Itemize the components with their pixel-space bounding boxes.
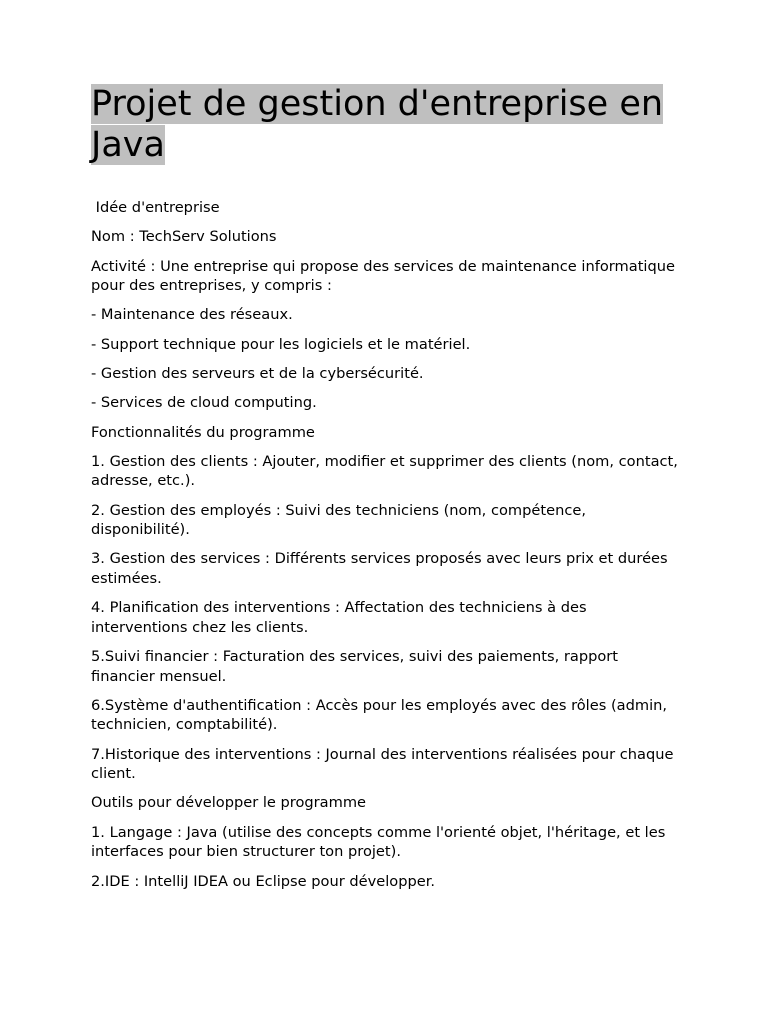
page-title-text: Projet de gestion d'entreprise en Java <box>91 84 664 165</box>
section-heading-features: Fonctionnalités du programme <box>91 423 315 441</box>
page-title <box>91 84 681 166</box>
feature-item-planning: 4. Planification des interventions : Affectation des techniciens à des interventions chez les clients. <box>91 599 587 636</box>
section-heading-tools: Outils pour développer le programme <box>91 794 367 812</box>
section-heading-idea: Idée d'entreprise <box>91 199 220 216</box>
document-page <box>91 84 681 901</box>
feature-item-finance: 5.Suivi financier : Facturation des services, suivi des paiements, rapport financier mensuel. <box>91 648 619 685</box>
activity-item-networks: - Maintenance des réseaux. <box>91 306 293 324</box>
feature-item-history: 7.Historique des interventions : Journal des interventions réalisées pour chaque client. <box>91 745 674 783</box>
tool-item-ide: 2.IDE : IntelliJ IDEA ou Eclipse pour développer. <box>91 872 436 890</box>
tool-item-language: 1. Langage : Java (utilise des concepts comme l'orienté objet, l'héritage, et les interfaces pour bien structurer ton projet). <box>91 823 666 861</box>
activity-item-servers: - Gestion des serveurs et de la cybersécurité. <box>91 364 424 382</box>
activity-item-cloud: - Services de cloud computing. <box>91 394 317 412</box>
feature-item-auth: 6.Système d'authentification : Accès pour les employés avec des rôles (admin, technicien, comptabilité). <box>91 696 668 734</box>
activity-item-support: - Support technique pour les logiciels et le matériel. <box>91 335 471 353</box>
feature-item-clients: 1. Gestion des clients : Ajouter, modifier et supprimer des clients (nom, contact, adresse, etc.). <box>91 452 678 490</box>
feature-item-services: 3. Gestion des services : Différents services proposés avec leurs prix et durées estimées. <box>91 550 668 587</box>
company-name: Nom : TechServ Solutions <box>91 228 277 246</box>
company-activity: Activité : Une entreprise qui propose des services de maintenance informatique pour des entreprises, y compris : <box>91 257 675 295</box>
feature-item-employees: 2. Gestion des employés : Suivi des techniciens (nom, compétence, disponibilité). <box>91 501 586 539</box>
